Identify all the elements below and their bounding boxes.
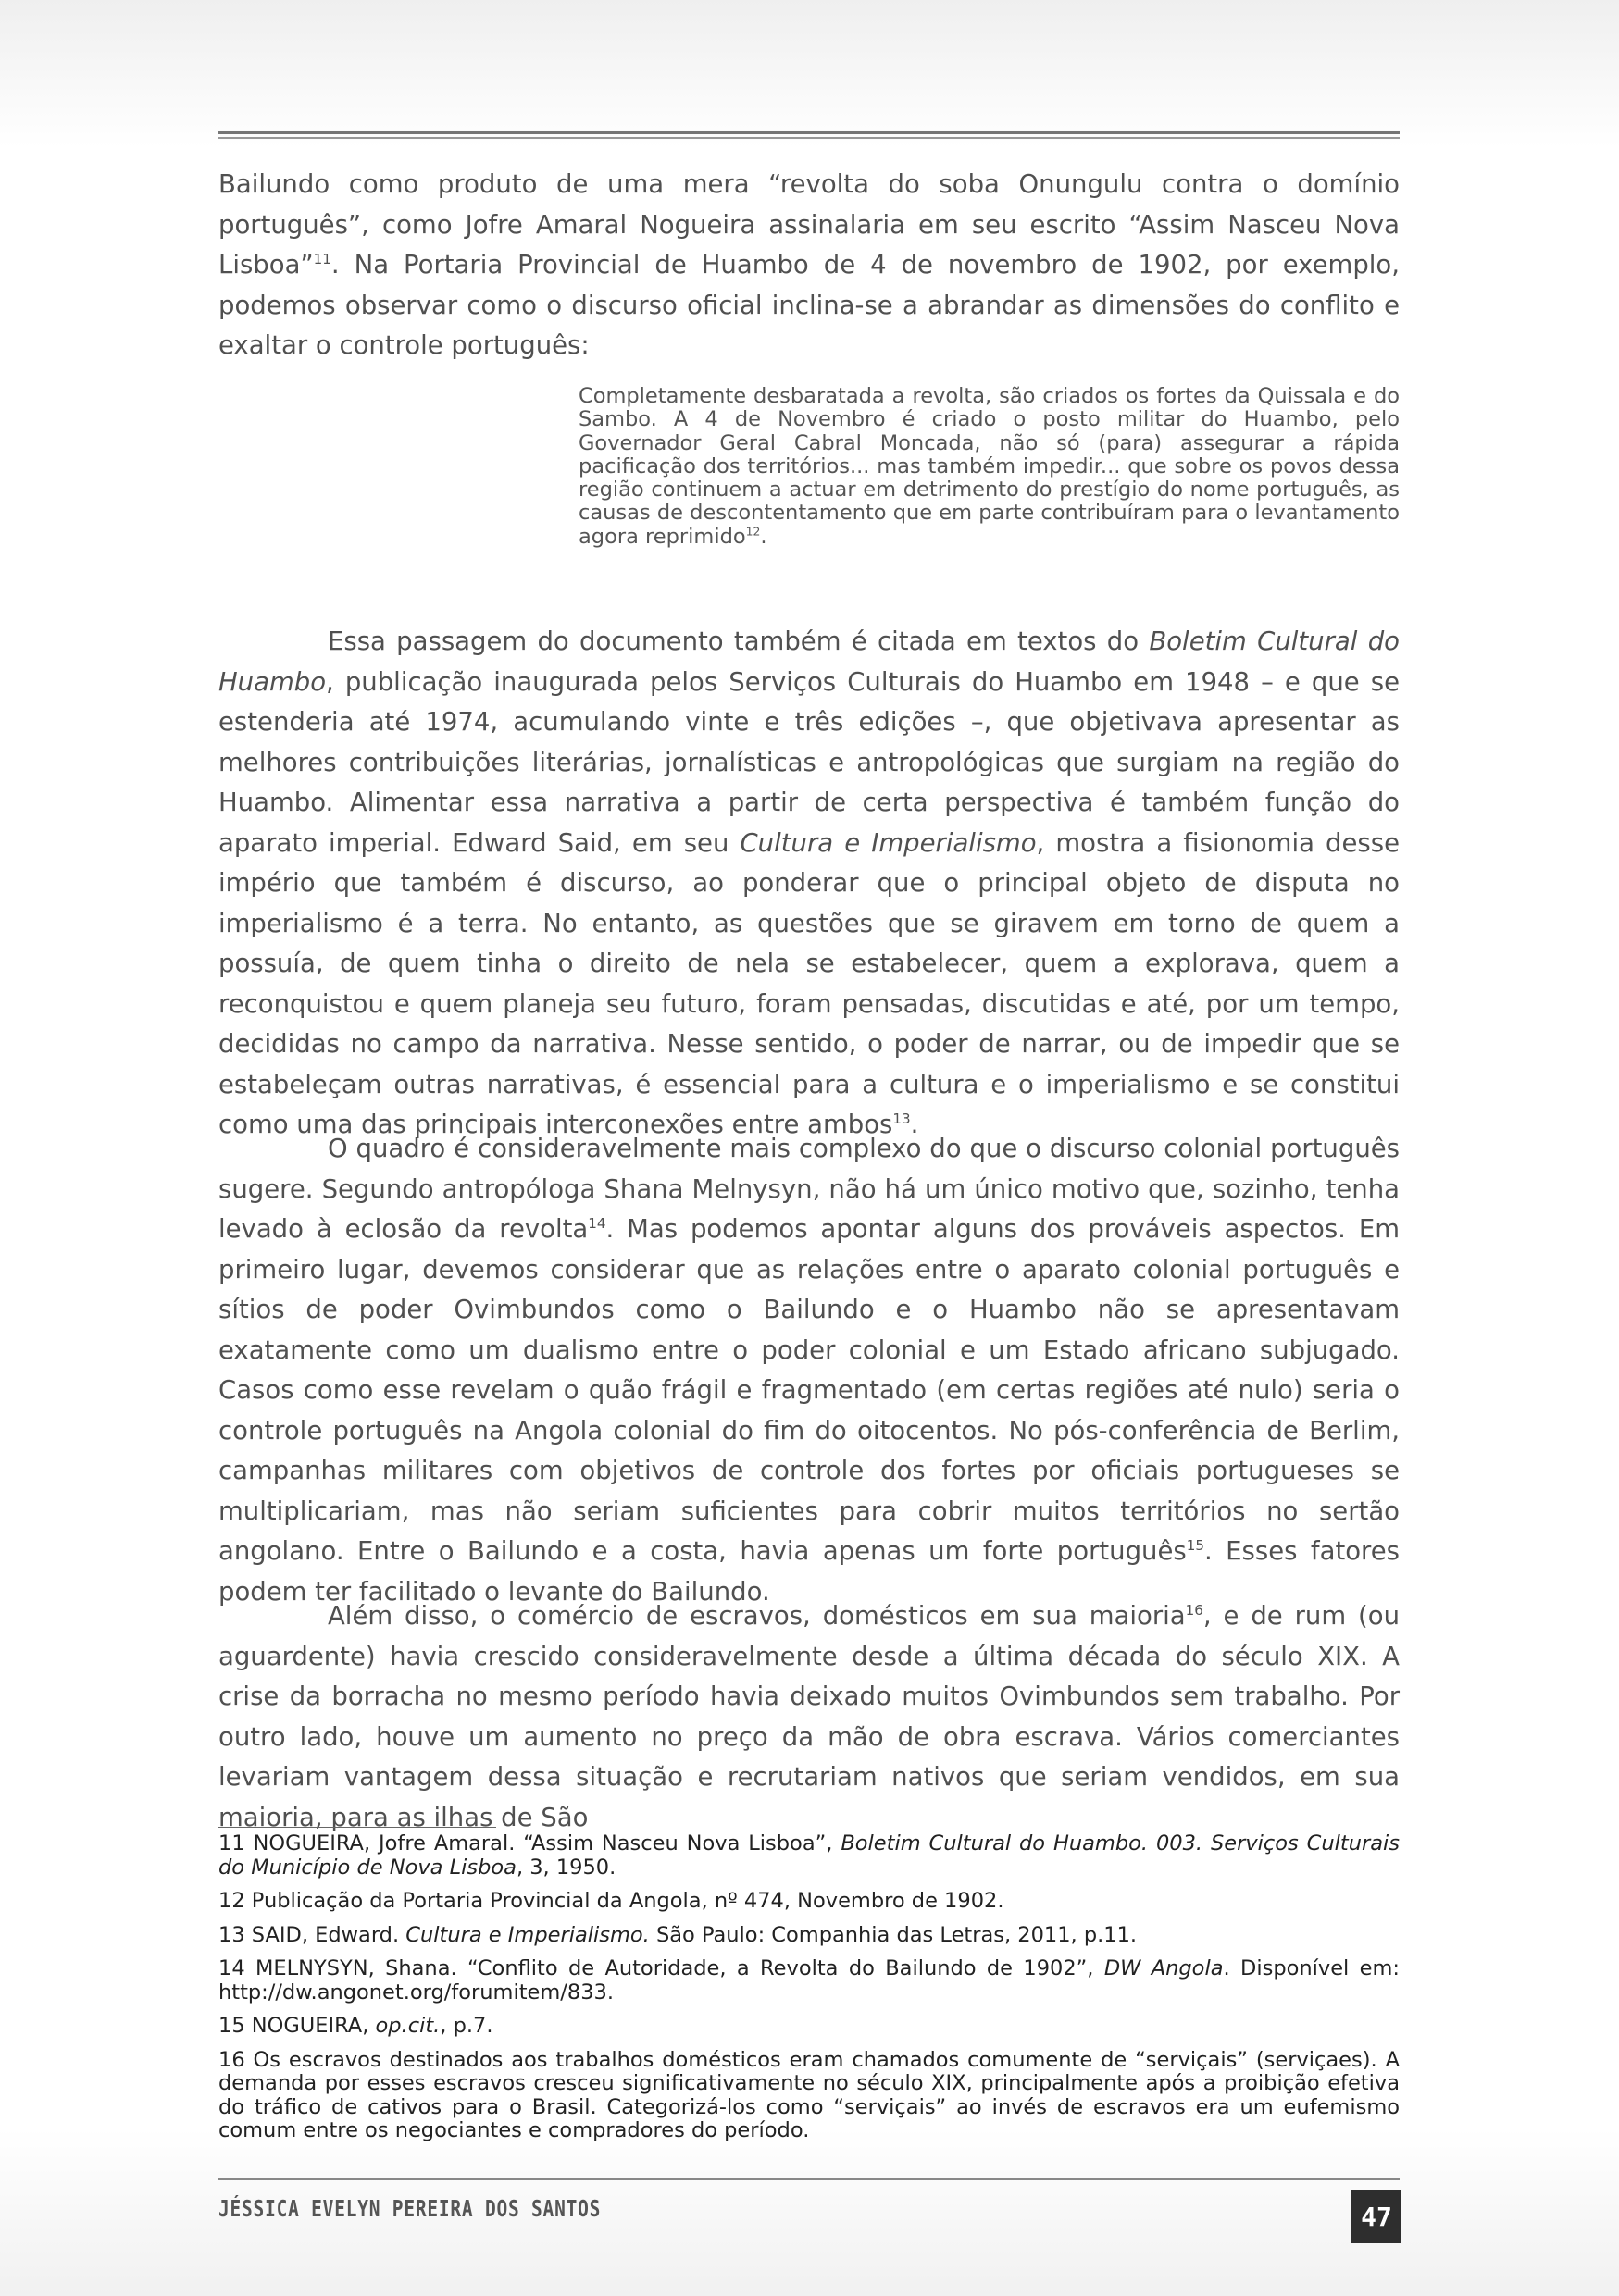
footnote-11	[218, 1832, 1400, 1880]
text-run: , mostra a fisionomia desse império que também é discurso, ao ponderar que o principal objeto de disputa no imperialismo é a terra. No entanto, as questões que se giravem em torno de quem a possuía, de quem tinha o direito de nela se estabelecer, quem a explorava, quem a reconquistou e quem planeja seu futuro, foram pensadas, discutidas e até, por um tempo, decididas no campo da narrativa. Nesse sentido, o poder de narrar, ou de impedir que se estabeleçam outras narrativas, é essencial para a cultura e o imperialismo e se constitui como uma das principais interconexões entre ambos	[218, 827, 1401, 1139]
footnote-12	[218, 1890, 1400, 1914]
block-quote	[579, 385, 1400, 549]
text-run: . Esses fatores podem ter facilitado o levante do Bailundo.	[218, 1536, 1401, 1607]
text-run: Além disso, o comércio de escravos, domésticos em sua maioria	[328, 1601, 1186, 1631]
footnote-ref: 11	[313, 250, 331, 267]
footer-author: JÉSSICA EVELYN PEREIRA DOS SANTOS	[218, 2195, 602, 2222]
text-run: 12 Publicação da Portaria Provincial da Angola, nº 474, Novembro de 1902.	[218, 1889, 1004, 1913]
text-run: , publicação inaugurada pelos Serviços Culturais do Huambo em 1948 – e que se estenderia até 1974, acumulando vinte e três edições –, que objetivava apresentar as melhores contribuições literárias, jornalísticas e antropológicas que surgiam na região do Huambo. Alimentar essa narrativa a partir de certa perspectiva é também função do aparato imperial. Edward Said, em seu	[218, 666, 1400, 858]
text-run: , e de rum (ou aguardente) havia crescido consideravelmente desde a última década do século XIX. A crise da borracha no mesmo período havia deixado muitos Ovimbundos sem trabalho. Por outro lado, houve um aumento no preço da mão de obra escrava. Vários comerciantes levariam vantagem dessa situação e recrutariam nativos que seriam vendidos, em sua maioria, para as ilhas de São	[218, 1601, 1400, 1832]
text-run: .	[910, 1110, 919, 1139]
text-run: Bailundo como produto de uma mera “revolta do soba Onungulu contra o domínio português”, como Jofre Amaral Nogueira assinalaria em seu escrito “Assim Nasceu Nova Lisboa”	[218, 169, 1400, 279]
paragraph-4	[218, 1596, 1400, 1838]
footnote-16	[218, 2049, 1400, 2143]
header-rule	[218, 131, 1400, 139]
footnote-ref: 13	[892, 1110, 911, 1127]
text-run: . Disponível em: http://dw.angonet.org/forumitem/833.	[218, 1956, 1400, 2004]
paragraph-1	[218, 165, 1400, 366]
footnote-13	[218, 1924, 1400, 1948]
italic-text: DW Angola	[1103, 1956, 1224, 1980]
text-run: São Paulo: Companhia das Letras, 2011, p.11.	[649, 1922, 1138, 1947]
text-run: , 3, 1950.	[516, 1855, 616, 1880]
footnote-separator	[218, 1827, 496, 1828]
paragraph-2	[218, 622, 1400, 1146]
footnote-14	[218, 1957, 1400, 2004]
italic-text: Boletim Cultural do Huambo	[218, 627, 1400, 697]
text-run: 14 MELNYSYN, Shana. “Conflito de Autoridade, a Revolta do Bailundo de 1902”,	[218, 1956, 1104, 1980]
paragraph-3	[218, 1129, 1400, 1612]
italic-text: op.cit.	[375, 2014, 441, 2038]
text-run: , p.7.	[440, 2014, 493, 2038]
footnote-ref: 15	[1186, 1536, 1204, 1554]
footer-rule	[218, 2178, 1400, 2180]
italic-text: Cultura e Imperialismo.	[405, 1922, 650, 1947]
footnote-ref: 12	[745, 525, 761, 539]
text-run: 15 NOGUEIRA,	[218, 2014, 376, 2038]
text-run: . Mas podemos apontar alguns dos prováveis aspectos. Em primeiro lugar, devemos considerar que as relações entre o aparato colonial português e sítios de poder Ovimbundos como o Bailundo e o Huambo não se apresentavam exatamente como um dualismo entre o poder colonial e um Estado africano subjugado. Casos como esse revelam o quão frágil e fragmentado (em certas regiões até nulo) seria o controle português na Angola colonial do fim do oitocentos. No pós-conferência de Berlim, campanhas militares com objetivos de controle dos fortes por oficiais portugueses se multiplicariam, mas não seriam suficientes para cobrir muitos territórios no sertão angolano. Entre o Bailundo e a costa, havia apenas um forte português	[218, 1214, 1400, 1566]
footnote-15	[218, 2015, 1400, 2039]
text-run: 16 Os escravos destinados aos trabalhos domésticos eram chamados comumente de “serviçais” (serviçaes). A demanda por esses escravos cresceu significativamente no século XIX, principalmente após a proibição efetiva do tráfico de cativos para o Brasil. Categorizá-los como “serviçais” ao invés de escravos era um eufemismo comum entre os negociantes e compradores do período.	[218, 2047, 1400, 2142]
italic-text: Cultura e Imperialismo	[740, 827, 1037, 858]
text-run: . Na Portaria Provincial de Huambo de 4 de novembro de 1902, por exemplo, podemos observar como o discurso oficial inclina-se a abrandar as dimensões do conflito e exaltar o controle português:	[218, 250, 1400, 360]
footnote-ref: 16	[1185, 1601, 1203, 1619]
page-number: 47	[1351, 2190, 1401, 2243]
footnote-ref: 14	[588, 1214, 606, 1232]
text-run: 11 NOGUEIRA, Jofre Amaral. “Assim Nasceu Nova Lisboa”,	[218, 1831, 841, 1855]
text-run: Essa passagem do documento também é citada em textos do	[328, 627, 1150, 656]
text-run: O quadro é consideravelmente mais complexo do que o discurso colonial português sugere. Segundo antropóloga Shana Melnysyn, não há um único motivo que, sozinho, tenha levado à eclosão da revolta	[218, 1134, 1400, 1244]
italic-text: Boletim Cultural do Huambo. 003. Serviços Culturais do Município de Nova Lisboa	[218, 1831, 1400, 1880]
footnotes	[218, 1832, 1400, 2153]
text-run: 13 SAID, Edward.	[218, 1922, 406, 1947]
text-run: Completamente desbaratada a revolta, são criados os fortes da Quissala e do Sambo. A 4 de Novembro é criado o posto militar do Huambo, pelo Governador Geral Cabral Moncada, não só (para) assegurar a rápida pacificação dos territórios... mas também impedir... que sobre os povos dessa região continuem a actuar em detrimento do prestígio do nome português, as causas de descontentamento que em parte contribuíram para o levantamento agora reprimido	[579, 384, 1400, 549]
text-run: .	[760, 524, 767, 549]
